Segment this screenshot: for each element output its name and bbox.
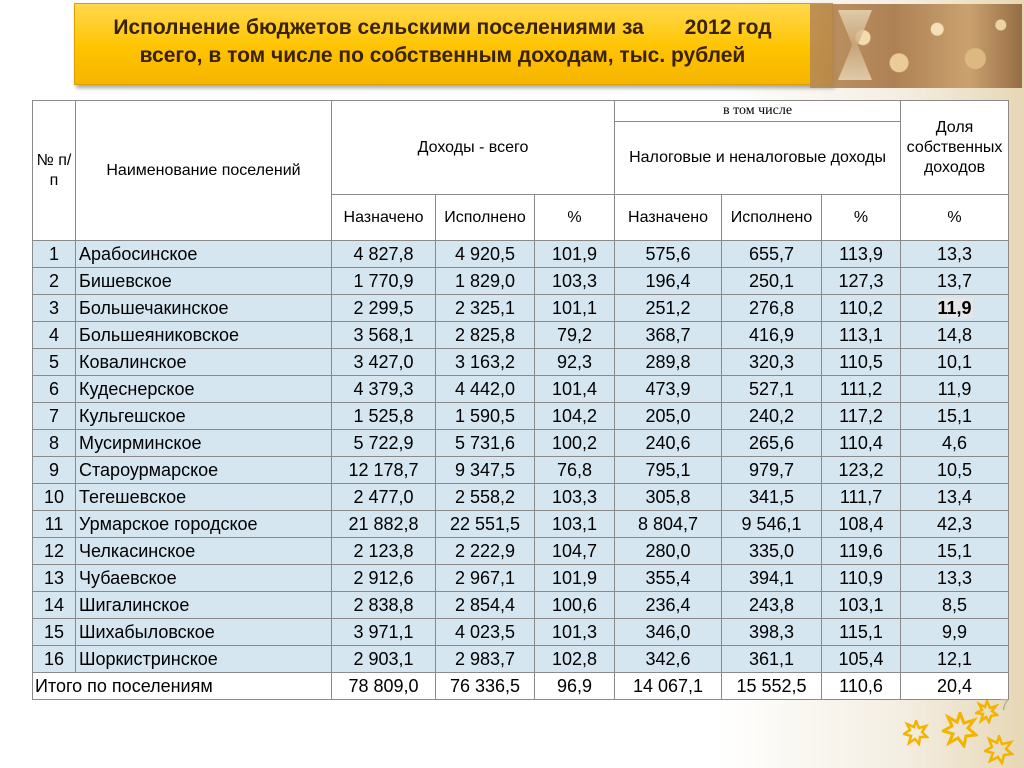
table-row xyxy=(33,430,1009,457)
income-executed: 2 558,2 xyxy=(436,484,535,511)
tax-assigned: 205,0 xyxy=(615,403,722,430)
income-assigned: 1 770,9 xyxy=(332,268,436,295)
tax-assigned: 305,8 xyxy=(615,484,722,511)
table-row xyxy=(33,484,1009,511)
table-body xyxy=(33,241,1009,700)
tax-executed: 276,8 xyxy=(722,295,822,322)
income-percent: 79,2 xyxy=(535,322,615,349)
row-number: 8 xyxy=(33,430,76,457)
own-share-percent: 14,8 xyxy=(901,322,1009,349)
tax-executed: 335,0 xyxy=(722,538,822,565)
title-banner xyxy=(74,3,833,85)
tax-percent: 127,3 xyxy=(822,268,901,295)
tax-percent: 113,1 xyxy=(822,322,901,349)
tax-percent: 105,4 xyxy=(822,646,901,673)
tax-percent: 110,4 xyxy=(822,430,901,457)
income-assigned: 2 477,0 xyxy=(332,484,436,511)
tax-executed: 9 546,1 xyxy=(722,511,822,538)
header-tax-executed: Исполнено xyxy=(722,195,822,241)
tax-assigned: 14 067,1 xyxy=(615,673,722,700)
row-number: 6 xyxy=(33,376,76,403)
income-percent: 103,3 xyxy=(535,268,615,295)
tax-assigned: 473,9 xyxy=(615,376,722,403)
settlement-name: Челкасинское xyxy=(76,538,332,565)
decorative-flower-icon xyxy=(984,735,1014,765)
tax-percent: 103,1 xyxy=(822,592,901,619)
table-row xyxy=(33,457,1009,484)
tax-percent: 110,6 xyxy=(822,673,901,700)
tax-percent: 117,2 xyxy=(822,403,901,430)
income-executed: 2 825,8 xyxy=(436,322,535,349)
income-percent: 104,7 xyxy=(535,538,615,565)
own-share-percent xyxy=(901,295,1009,322)
table-row xyxy=(33,646,1009,673)
income-percent: 101,9 xyxy=(535,241,615,268)
row-number: 2 xyxy=(33,268,76,295)
own-share-percent: 9,9 xyxy=(901,619,1009,646)
tax-assigned: 240,6 xyxy=(615,430,722,457)
income-percent: 103,3 xyxy=(535,484,615,511)
income-percent: 101,9 xyxy=(535,565,615,592)
income-assigned: 2 912,6 xyxy=(332,565,436,592)
income-executed: 76 336,5 xyxy=(436,673,535,700)
page-title xyxy=(75,14,810,70)
tax-assigned: 196,4 xyxy=(615,268,722,295)
settlement-name: Тегешевское xyxy=(76,484,332,511)
income-assigned: 2 903,1 xyxy=(332,646,436,673)
tax-assigned: 346,0 xyxy=(615,619,722,646)
header-tax-percent: % xyxy=(822,195,901,241)
income-percent: 104,2 xyxy=(535,403,615,430)
total-label: Итого по поселениям xyxy=(33,673,332,700)
tax-percent: 110,9 xyxy=(822,565,901,592)
income-assigned: 78 809,0 xyxy=(332,673,436,700)
own-share-percent: 42,3 xyxy=(901,511,1009,538)
income-assigned: 2 838,8 xyxy=(332,592,436,619)
table-row xyxy=(33,349,1009,376)
tax-assigned: 280,0 xyxy=(615,538,722,565)
row-number: 1 xyxy=(33,241,76,268)
income-executed: 9 347,5 xyxy=(436,457,535,484)
income-assigned: 21 882,8 xyxy=(332,511,436,538)
table-row xyxy=(33,511,1009,538)
tax-executed: 979,7 xyxy=(722,457,822,484)
tax-assigned: 368,7 xyxy=(615,322,722,349)
title-line-1: Исполнение бюджетов сельскими поселениями за 2012 год xyxy=(113,16,772,39)
table-row xyxy=(33,403,1009,430)
settlement-name: Староурмарское xyxy=(76,457,332,484)
tax-assigned: 575,6 xyxy=(615,241,722,268)
tax-assigned: 342,6 xyxy=(615,646,722,673)
income-assigned: 3 568,1 xyxy=(332,322,436,349)
settlement-name: Арабосинское xyxy=(76,241,332,268)
income-executed: 2 967,1 xyxy=(436,565,535,592)
income-executed: 4 920,5 xyxy=(436,241,535,268)
own-share-percent: 13,3 xyxy=(901,241,1009,268)
income-assigned: 4 827,8 xyxy=(332,241,436,268)
row-number: 7 xyxy=(33,403,76,430)
tax-percent: 110,5 xyxy=(822,349,901,376)
tax-percent: 115,1 xyxy=(822,619,901,646)
settlement-name: Кудеснерское xyxy=(76,376,332,403)
income-percent: 102,8 xyxy=(535,646,615,673)
income-percent: 101,3 xyxy=(535,619,615,646)
tax-executed: 394,1 xyxy=(722,565,822,592)
row-number: 9 xyxy=(33,457,76,484)
own-share-percent: 12,1 xyxy=(901,646,1009,673)
income-executed: 5 731,6 xyxy=(436,430,535,457)
tax-assigned: 289,8 xyxy=(615,349,722,376)
income-assigned: 4 379,3 xyxy=(332,376,436,403)
table-row xyxy=(33,268,1009,295)
income-executed: 1 829,0 xyxy=(436,268,535,295)
tax-percent: 110,2 xyxy=(822,295,901,322)
header-num: № п/п xyxy=(33,101,76,241)
table-row xyxy=(33,619,1009,646)
header-income-total: Доходы - всего xyxy=(332,101,615,195)
row-number: 12 xyxy=(33,538,76,565)
row-number: 15 xyxy=(33,619,76,646)
tax-assigned: 8 804,7 xyxy=(615,511,722,538)
tax-percent: 108,4 xyxy=(822,511,901,538)
decorative-flower-icon xyxy=(975,700,999,724)
header-assigned: Назначено xyxy=(332,195,436,241)
tax-executed: 240,2 xyxy=(722,403,822,430)
own-share-percent: 10,5 xyxy=(901,457,1009,484)
total-row xyxy=(33,673,1009,700)
tax-executed: 320,3 xyxy=(722,349,822,376)
tax-executed: 15 552,5 xyxy=(722,673,822,700)
tax-percent: 113,9 xyxy=(822,241,901,268)
table-row xyxy=(33,241,1009,268)
settlement-name: Бишевское xyxy=(76,268,332,295)
banner-photo xyxy=(810,4,1022,88)
page-number: 7 xyxy=(1000,697,1009,714)
budget-table xyxy=(32,100,1009,700)
income-assigned: 12 178,7 xyxy=(332,457,436,484)
income-assigned: 3 971,1 xyxy=(332,619,436,646)
tax-executed: 243,8 xyxy=(722,592,822,619)
tax-executed: 527,1 xyxy=(722,376,822,403)
own-share-percent: 10,1 xyxy=(901,349,1009,376)
income-assigned: 2 299,5 xyxy=(332,295,436,322)
tax-percent: 123,2 xyxy=(822,457,901,484)
header-percent: % xyxy=(535,195,615,241)
title-line-2: всего, в том числе по собственным доходам, тыс. рублей xyxy=(139,44,746,67)
settlement-name: Шоркистринское xyxy=(76,646,332,673)
income-executed: 2 854,4 xyxy=(436,592,535,619)
header-including: в том числе xyxy=(615,101,901,122)
tax-assigned: 236,4 xyxy=(615,592,722,619)
row-number: 14 xyxy=(33,592,76,619)
table-row xyxy=(33,322,1009,349)
header-tax-income: Налоговые и неналоговые доходы xyxy=(615,122,901,195)
tax-executed: 416,9 xyxy=(722,322,822,349)
tax-percent: 119,6 xyxy=(822,538,901,565)
header-own-share: Доля собственных доходов xyxy=(901,101,1009,195)
tax-executed: 655,7 xyxy=(722,241,822,268)
decorative-flower-icon xyxy=(903,720,929,746)
settlement-name: Урмарское городское xyxy=(76,511,332,538)
tax-assigned: 251,2 xyxy=(615,295,722,322)
own-share-percent: 20,4 xyxy=(901,673,1009,700)
decorative-flower-icon xyxy=(942,712,978,748)
header-tax-assigned: Назначено xyxy=(615,195,722,241)
income-percent: 100,2 xyxy=(535,430,615,457)
own-share-percent: 8,5 xyxy=(901,592,1009,619)
settlement-name: Шихабыловское xyxy=(76,619,332,646)
row-number: 3 xyxy=(33,295,76,322)
own-share-percent: 13,7 xyxy=(901,268,1009,295)
own-share-percent: 13,4 xyxy=(901,484,1009,511)
hourglass-icon xyxy=(838,10,872,80)
income-percent: 96,9 xyxy=(535,673,615,700)
income-executed: 4 442,0 xyxy=(436,376,535,403)
income-executed: 1 590,5 xyxy=(436,403,535,430)
table-row xyxy=(33,376,1009,403)
settlement-name: Большечакинское xyxy=(76,295,332,322)
income-percent: 76,8 xyxy=(535,457,615,484)
table-row xyxy=(33,295,1009,322)
header-name: Наименование поселений xyxy=(76,101,332,241)
income-executed: 4 023,5 xyxy=(436,619,535,646)
income-executed: 3 163,2 xyxy=(436,349,535,376)
settlement-name: Кульгешское xyxy=(76,403,332,430)
income-assigned: 3 427,0 xyxy=(332,349,436,376)
row-number: 16 xyxy=(33,646,76,673)
settlement-name: Большеяниковское xyxy=(76,322,332,349)
income-executed: 2 983,7 xyxy=(436,646,535,673)
income-percent: 100,6 xyxy=(535,592,615,619)
row-number: 13 xyxy=(33,565,76,592)
table-row xyxy=(33,592,1009,619)
income-assigned: 2 123,8 xyxy=(332,538,436,565)
tax-executed: 398,3 xyxy=(722,619,822,646)
table-row xyxy=(33,565,1009,592)
own-share-percent: 15,1 xyxy=(901,403,1009,430)
own-share-percent: 4,6 xyxy=(901,430,1009,457)
settlement-name: Мусирминское xyxy=(76,430,332,457)
settlement-name: Шигалинское xyxy=(76,592,332,619)
settlement-name: Чубаевское xyxy=(76,565,332,592)
income-percent: 101,1 xyxy=(535,295,615,322)
row-number: 5 xyxy=(33,349,76,376)
income-assigned: 5 722,9 xyxy=(332,430,436,457)
income-executed: 2 222,9 xyxy=(436,538,535,565)
tax-percent: 111,7 xyxy=(822,484,901,511)
header-own-percent: % xyxy=(901,195,1009,241)
income-executed: 22 551,5 xyxy=(436,511,535,538)
tax-assigned: 795,1 xyxy=(615,457,722,484)
own-share-percent: 13,3 xyxy=(901,565,1009,592)
row-number: 11 xyxy=(33,511,76,538)
tax-executed: 265,6 xyxy=(722,430,822,457)
income-percent: 101,4 xyxy=(535,376,615,403)
income-percent: 103,1 xyxy=(535,511,615,538)
header-executed: Исполнено xyxy=(436,195,535,241)
highlighted-value: 11,9 xyxy=(937,298,972,318)
row-number: 4 xyxy=(33,322,76,349)
income-percent: 92,3 xyxy=(535,349,615,376)
tax-percent: 111,2 xyxy=(822,376,901,403)
table-row xyxy=(33,538,1009,565)
tax-executed: 361,1 xyxy=(722,646,822,673)
row-number: 10 xyxy=(33,484,76,511)
own-share-percent: 15,1 xyxy=(901,538,1009,565)
income-executed: 2 325,1 xyxy=(436,295,535,322)
budget-table-container xyxy=(32,100,1008,700)
own-share-percent: 11,9 xyxy=(901,376,1009,403)
tax-assigned: 355,4 xyxy=(615,565,722,592)
tax-executed: 341,5 xyxy=(722,484,822,511)
settlement-name: Ковалинское xyxy=(76,349,332,376)
tax-executed: 250,1 xyxy=(722,268,822,295)
income-assigned: 1 525,8 xyxy=(332,403,436,430)
